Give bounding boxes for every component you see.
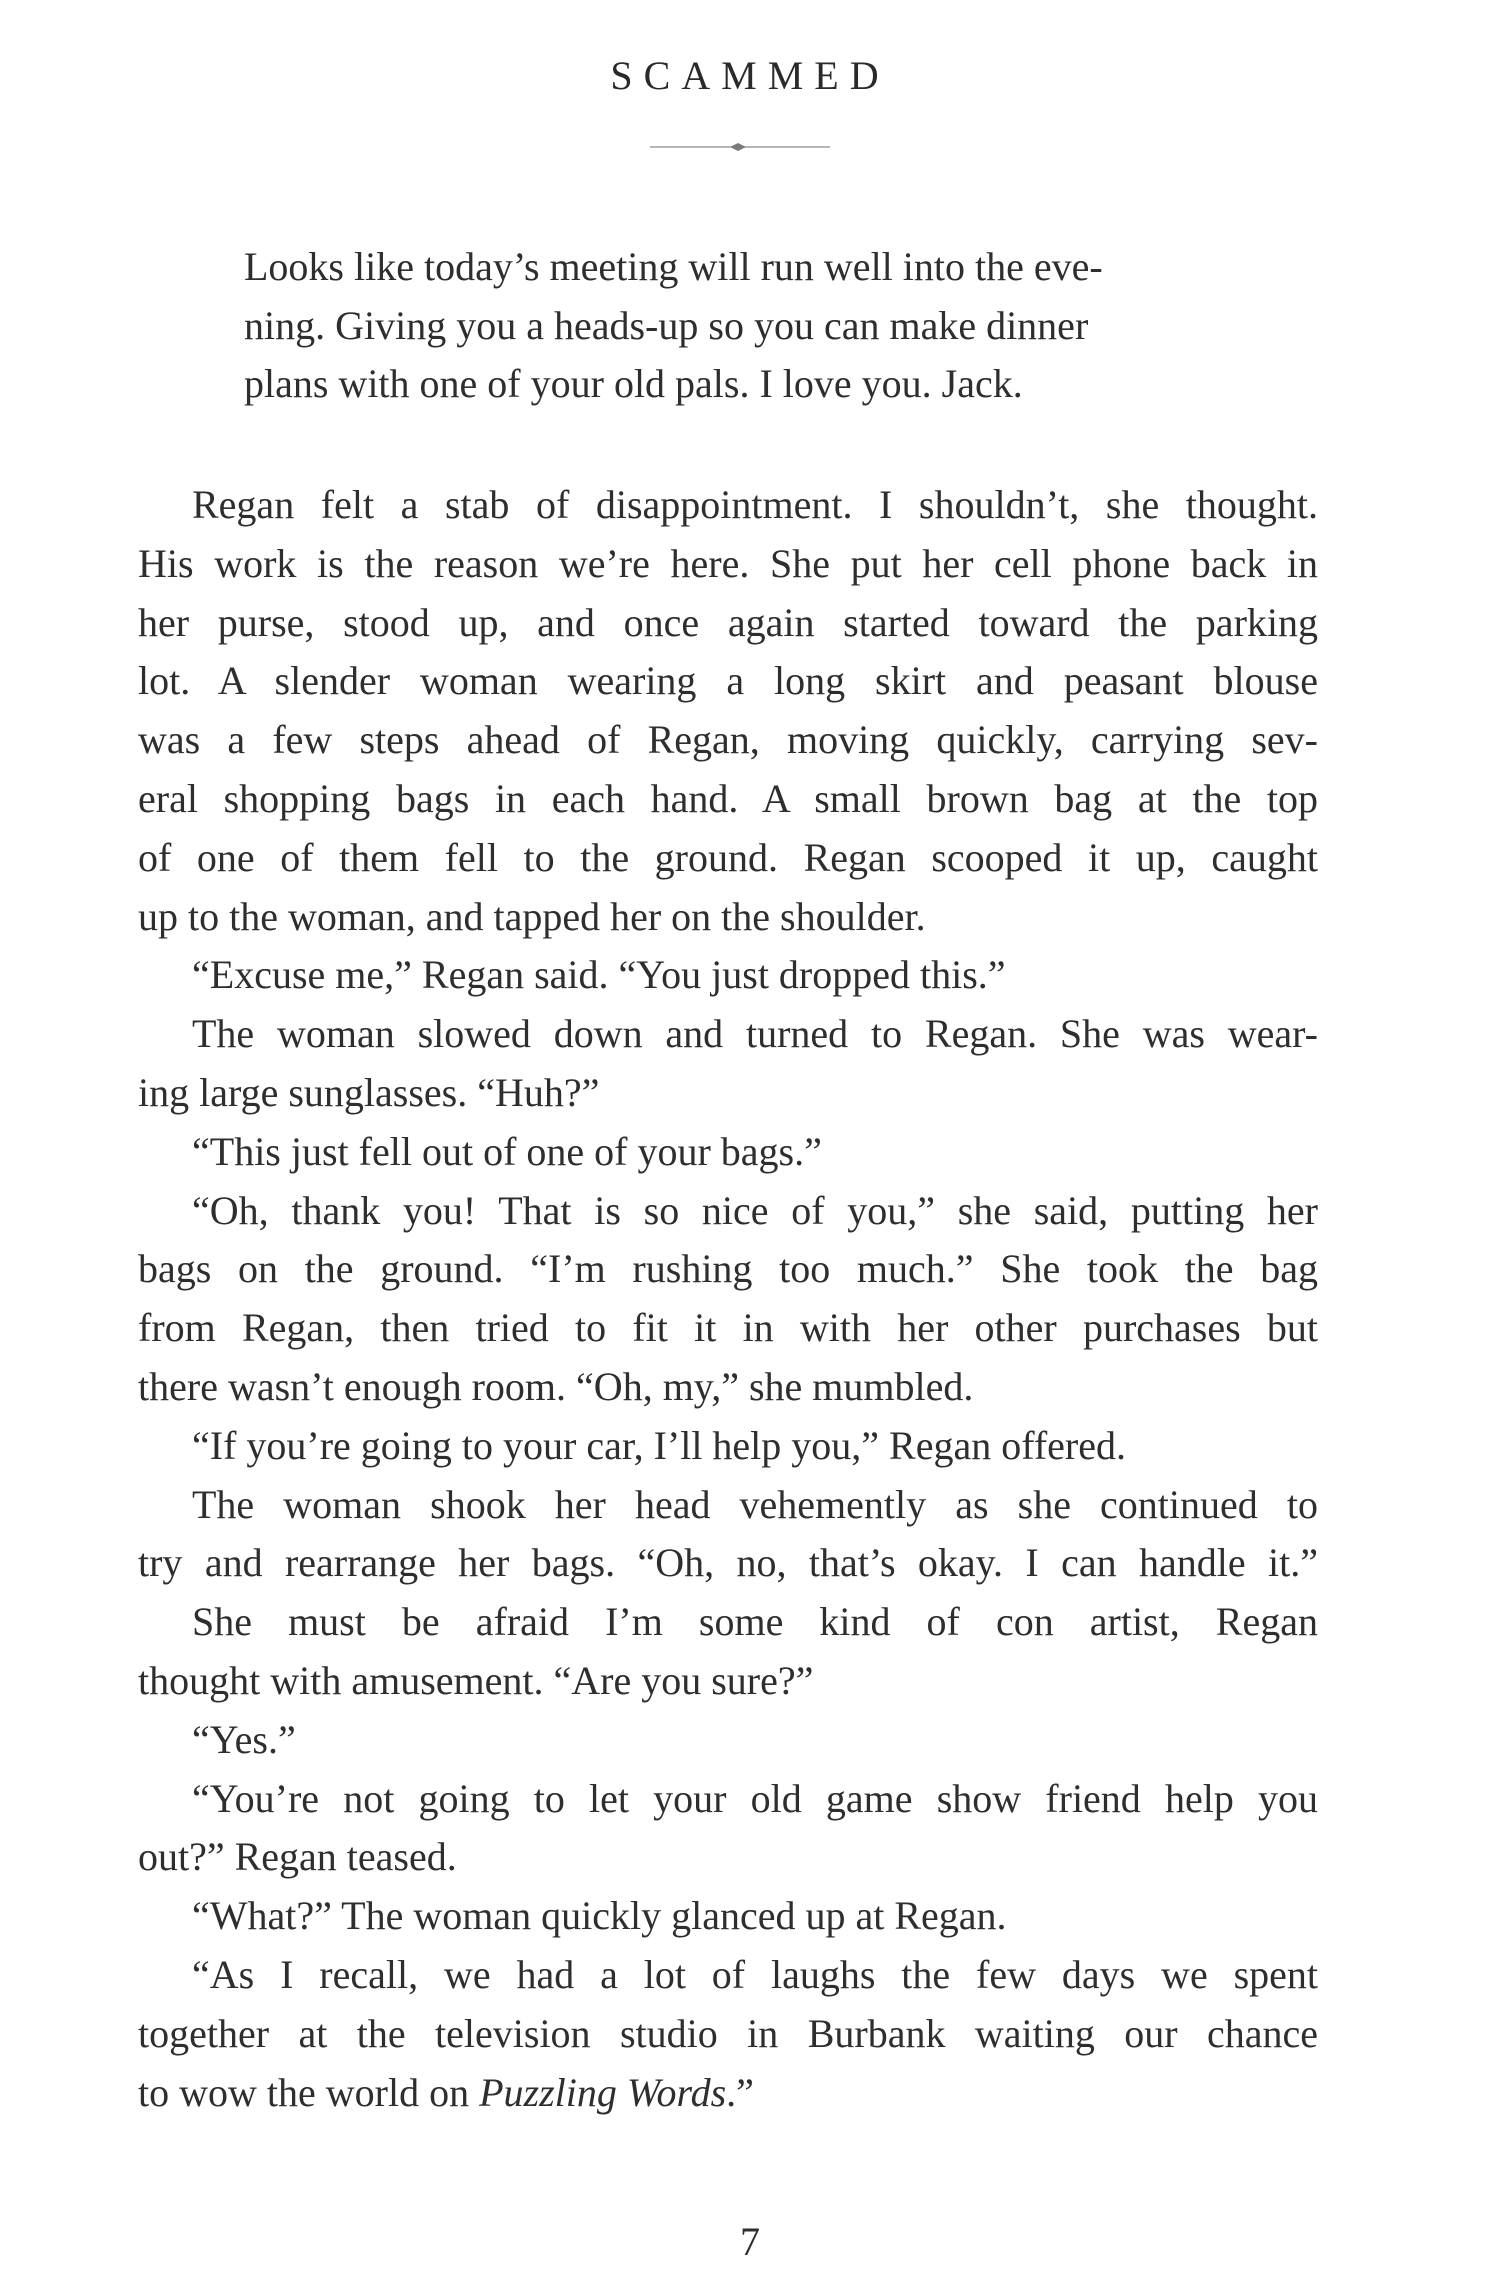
body-line: “What?” The woman quickly glanced up at Regan. [192,1893,1007,1939]
body-line: there wasn’t enough room. “Oh, my,” she mumbled. [138,1363,974,1409]
letter-line: Looks like today’s meeting will run well into the eve- [244,244,1103,289]
body-line: out?” Regan teased. [138,1834,457,1880]
body-line: thought with amusement. “Are you sure?” [138,1657,814,1703]
body-line: ing large sunglasses. “Huh?” [138,1069,600,1115]
body-line: together at the television studio in Burbank waiting our chance [138,2010,1318,2056]
body-line: from Regan, then tried to fit it in with her other purchases but [138,1305,1318,1351]
body-line: lot. A slender woman wearing a long skirt and peasant blouse [138,658,1318,704]
body-line: Regan felt a stab of disappointment. I shouldn’t, she thought. [192,482,1318,527]
body-line: try and rearrange her bags. “Oh, no, that’s okay. I can handle it.” [138,1540,1318,1586]
body-line: “You’re not going to let your old game show friend help you [192,1775,1318,1821]
body-line: The woman shook her head vehemently as she continued to [192,1481,1318,1527]
body-line: “Excuse me,” Regan said. “You just dropped this.” [192,952,1006,998]
page-number: 7 [740,2219,760,2264]
body-line: her purse, stood up, and once again started toward the parking [138,599,1318,645]
body-line: “Yes.” [192,1716,296,1762]
body-text-run: .” [726,2069,754,2115]
body-text-block [138,476,1318,2122]
body-line: bags on the ground. “I’m rushing too much.” She took the bag [138,1246,1318,1292]
body-line: His work is the reason we’re here. She put her cell phone back in [138,540,1318,586]
letter-line: plans with one of your old pals. I love you. Jack. [244,361,1023,407]
body-line: “As I recall, we had a lot of laughs the few days we spent [192,1951,1318,1997]
body-line: eral shopping bags in each hand. A small brown bag at the top [138,775,1318,821]
body-text-run: to wow the world on [138,2069,480,2115]
body-line-last [138,2064,1318,2123]
body-line: The woman slowed down and turned to Regan. She was wear- [192,1011,1318,1057]
body-line: “This just fell out of one of your bags.” [192,1128,822,1174]
body-line: “If you’re going to your car, I’ll help you,” Regan offered. [192,1422,1126,1468]
letter-text-block [244,238,1244,414]
running-head-title: SCAMMED [610,53,890,98]
body-line: “Oh, thank you! That is so nice of you,” she said, putting her [192,1187,1318,1233]
body-line: up to the woman, and tapped her on the shoulder. [138,893,926,939]
letter-line: ning. Giving you a heads-up so you can make dinner [244,302,1089,348]
body-line: was a few steps ahead of Regan, moving quickly, carrying sev- [138,717,1318,763]
body-line: She must be afraid I’m some kind of con artist, Regan [192,1599,1318,1645]
show-title-italic: Puzzling Words [479,2069,727,2115]
ornament-divider-icon [650,138,830,158]
body-line: of one of them fell to the ground. Regan scooped it up, caught [138,834,1318,880]
